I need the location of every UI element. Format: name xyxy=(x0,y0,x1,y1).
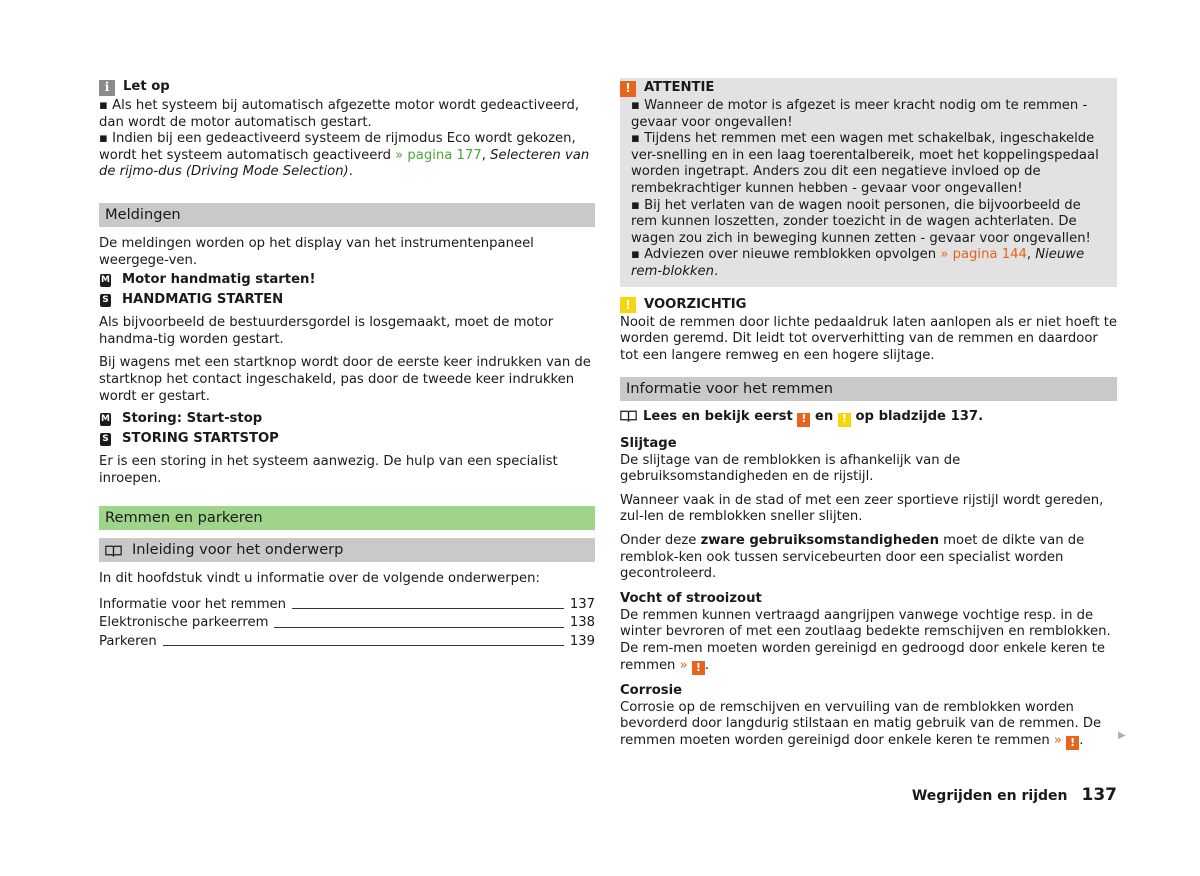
subheading: Corrosie xyxy=(620,682,683,698)
page-link[interactable]: » pagina 144 xyxy=(940,247,1027,263)
page-footer xyxy=(912,787,1117,805)
paragraph: De slijtage van de remblokken is afhankelijk van de gebruiksomstandigheden en de rijstijl. xyxy=(620,452,961,485)
read-first-line: Lees en bekijk eerst ! en ! op bladzijde 137. xyxy=(620,409,1117,426)
warning-icon[interactable]: ! xyxy=(797,413,810,427)
ref-arrow[interactable]: » xyxy=(679,657,688,673)
warning-icon[interactable]: ! xyxy=(1066,736,1079,750)
intro-text: In dit hoofdstuk vindt u informatie over de volgende onderwerpen: xyxy=(99,571,540,587)
ref-arrow[interactable]: » xyxy=(1053,733,1062,749)
caution-text: Nooit de remmen door lichte pedaaldruk laten aanlopen als er niet hoeft te worden geremd. Dit leidt tot oververhitting van de remmen en daardoor tot een langere remweg en een hogere slijtage. xyxy=(620,314,1117,363)
paragraph: Bij wagens met een startknop wordt door de eerste keer indrukken van de startknop het contact ingeschakeld, pas door de tweede keer indrukken wordt er gestart. xyxy=(99,355,591,404)
meldingen-intro: De meldingen worden op het display van het instrumentenpaneel weergege-ven. xyxy=(99,235,534,268)
message-item: M Storing: Start-stop xyxy=(101,411,263,427)
note-paragraph: ▪ Als het systeem bij automatisch afgezette motor wordt gedeactiveerd, dan wordt de motor automatisch gestart. xyxy=(99,98,580,130)
message-item: M Motor handmatig starten! xyxy=(101,272,316,288)
paragraph: Er is een storing in het systeem aanwezig. De hulp van een specialist inroepen. xyxy=(99,454,558,486)
mfd-icon: M xyxy=(101,414,110,425)
warning-box xyxy=(620,78,1117,287)
page-link[interactable]: » pagina 177 xyxy=(395,147,482,163)
page-number: 137 xyxy=(1081,785,1117,805)
warning-header: ! ATTENTIE xyxy=(620,79,1107,98)
caution-icon: ! xyxy=(620,297,636,313)
paragraph: Corrosie op de remschijven en vervuiling van de remblokken worden bevorderd door langdurig stilstaan en matig gebruik van de remmen. De remmen moeten worden gereinigd door enkele keren te remmen » ! . xyxy=(620,699,1102,750)
toc-row[interactable]: Informatie voor het remmen 137 xyxy=(99,596,595,612)
mfd-icon: M xyxy=(101,275,110,286)
info-icon: i xyxy=(99,80,115,96)
intro-heading: Inleiding voor het onderwerp xyxy=(99,538,595,562)
message-item: S STORING STARTSTOP xyxy=(99,430,595,449)
toc-row[interactable]: Elektronische parkeerrem 138 xyxy=(99,615,595,631)
warning-item: ▪ Wanneer de motor is afgezet is meer kracht nodig om te remmen - gevaar voor ongevallen! xyxy=(631,98,1088,130)
continue-arrow-icon: ▶ xyxy=(1118,730,1126,741)
paragraph: Als bijvoorbeeld de bestuurdersgordel is losgemaakt, moet de motor handma-tig worden gestart. xyxy=(99,315,554,347)
note-header xyxy=(99,78,595,97)
paragraph: Wanneer vaak in de stad of met een zeer sportieve rijstijl wordt gereden, zul-len de remblokken sneller slijten. xyxy=(620,492,1104,525)
toc-row[interactable]: Parkeren 139 xyxy=(99,633,595,649)
section-heading: Informatie voor het remmen xyxy=(620,377,1117,401)
note-title: Let op xyxy=(123,79,170,95)
subheading: Slijtage xyxy=(620,435,677,451)
paragraph: Onder deze zware gebruiksomstandigheden moet de dikte van de remblok-ken ook tussen servicebeurten door een specialist worden gecontroleerd. xyxy=(620,532,1085,582)
caution-header: ! VOORZICHTIG xyxy=(620,296,1117,315)
warning-icon: ! xyxy=(620,81,636,97)
segment-display-icon: S xyxy=(100,294,111,307)
chapter-name: Wegrijden en rijden xyxy=(911,788,1068,804)
paragraph: De remmen kunnen vertraagd aangrijpen vanwege vochtige resp. in de winter bevroren of met een zoutlaag bedekte remschijven en remblokken. De rem-men moeten worden gereinigd en gedroogd door enkele keren te remmen » ! . xyxy=(620,607,1111,674)
warning-item: ▪ Bij het verlaten van de wagen nooit personen, die bijvoorbeeld de rem kunnen loszetten, zonder toezicht in de wagen achterlaten. De wagen zou zich in beweging kunnen zetten - gevaar voor ongevallen! xyxy=(631,197,1091,246)
message-item: S HANDMATIG STARTEN xyxy=(99,291,595,310)
caution-icon[interactable]: ! xyxy=(838,413,851,427)
note-paragraph: ▪ Indien bij een gedeactiveerd systeem de rijmodus Eco wordt gekozen, wordt het systeem automatisch geactiveerd » pagina 177, Selecteren van de rijmo-dus (Driving Mode Selection). xyxy=(99,131,590,180)
left-column xyxy=(99,78,595,650)
subheading: Vocht of strooizout xyxy=(620,590,762,606)
book-icon xyxy=(105,544,122,557)
warning-item: ▪ Adviezen over nieuwe remblokken opvolgen » pagina 144, Nieuwe rem-blokken. xyxy=(631,247,1085,279)
book-icon xyxy=(620,409,637,422)
table-of-contents xyxy=(99,595,595,651)
warning-icon[interactable]: ! xyxy=(692,661,705,675)
right-column xyxy=(620,78,1117,750)
warning-item: ▪ Tijdens het remmen met een wagen met schakelbak, ingeschakelde ver-snelling en in een laag toerentalbereik, moet het koppelingspedaal worden ingetrapt. Anders zou dit een negatieve invloed op de rembekrachtiger kunnen hebben - gevaar voor ongevallen! xyxy=(631,131,1099,196)
segment-display-icon: S xyxy=(100,433,111,446)
chapter-heading: Remmen en parkeren xyxy=(99,506,595,530)
section-heading: Meldingen xyxy=(99,203,595,227)
